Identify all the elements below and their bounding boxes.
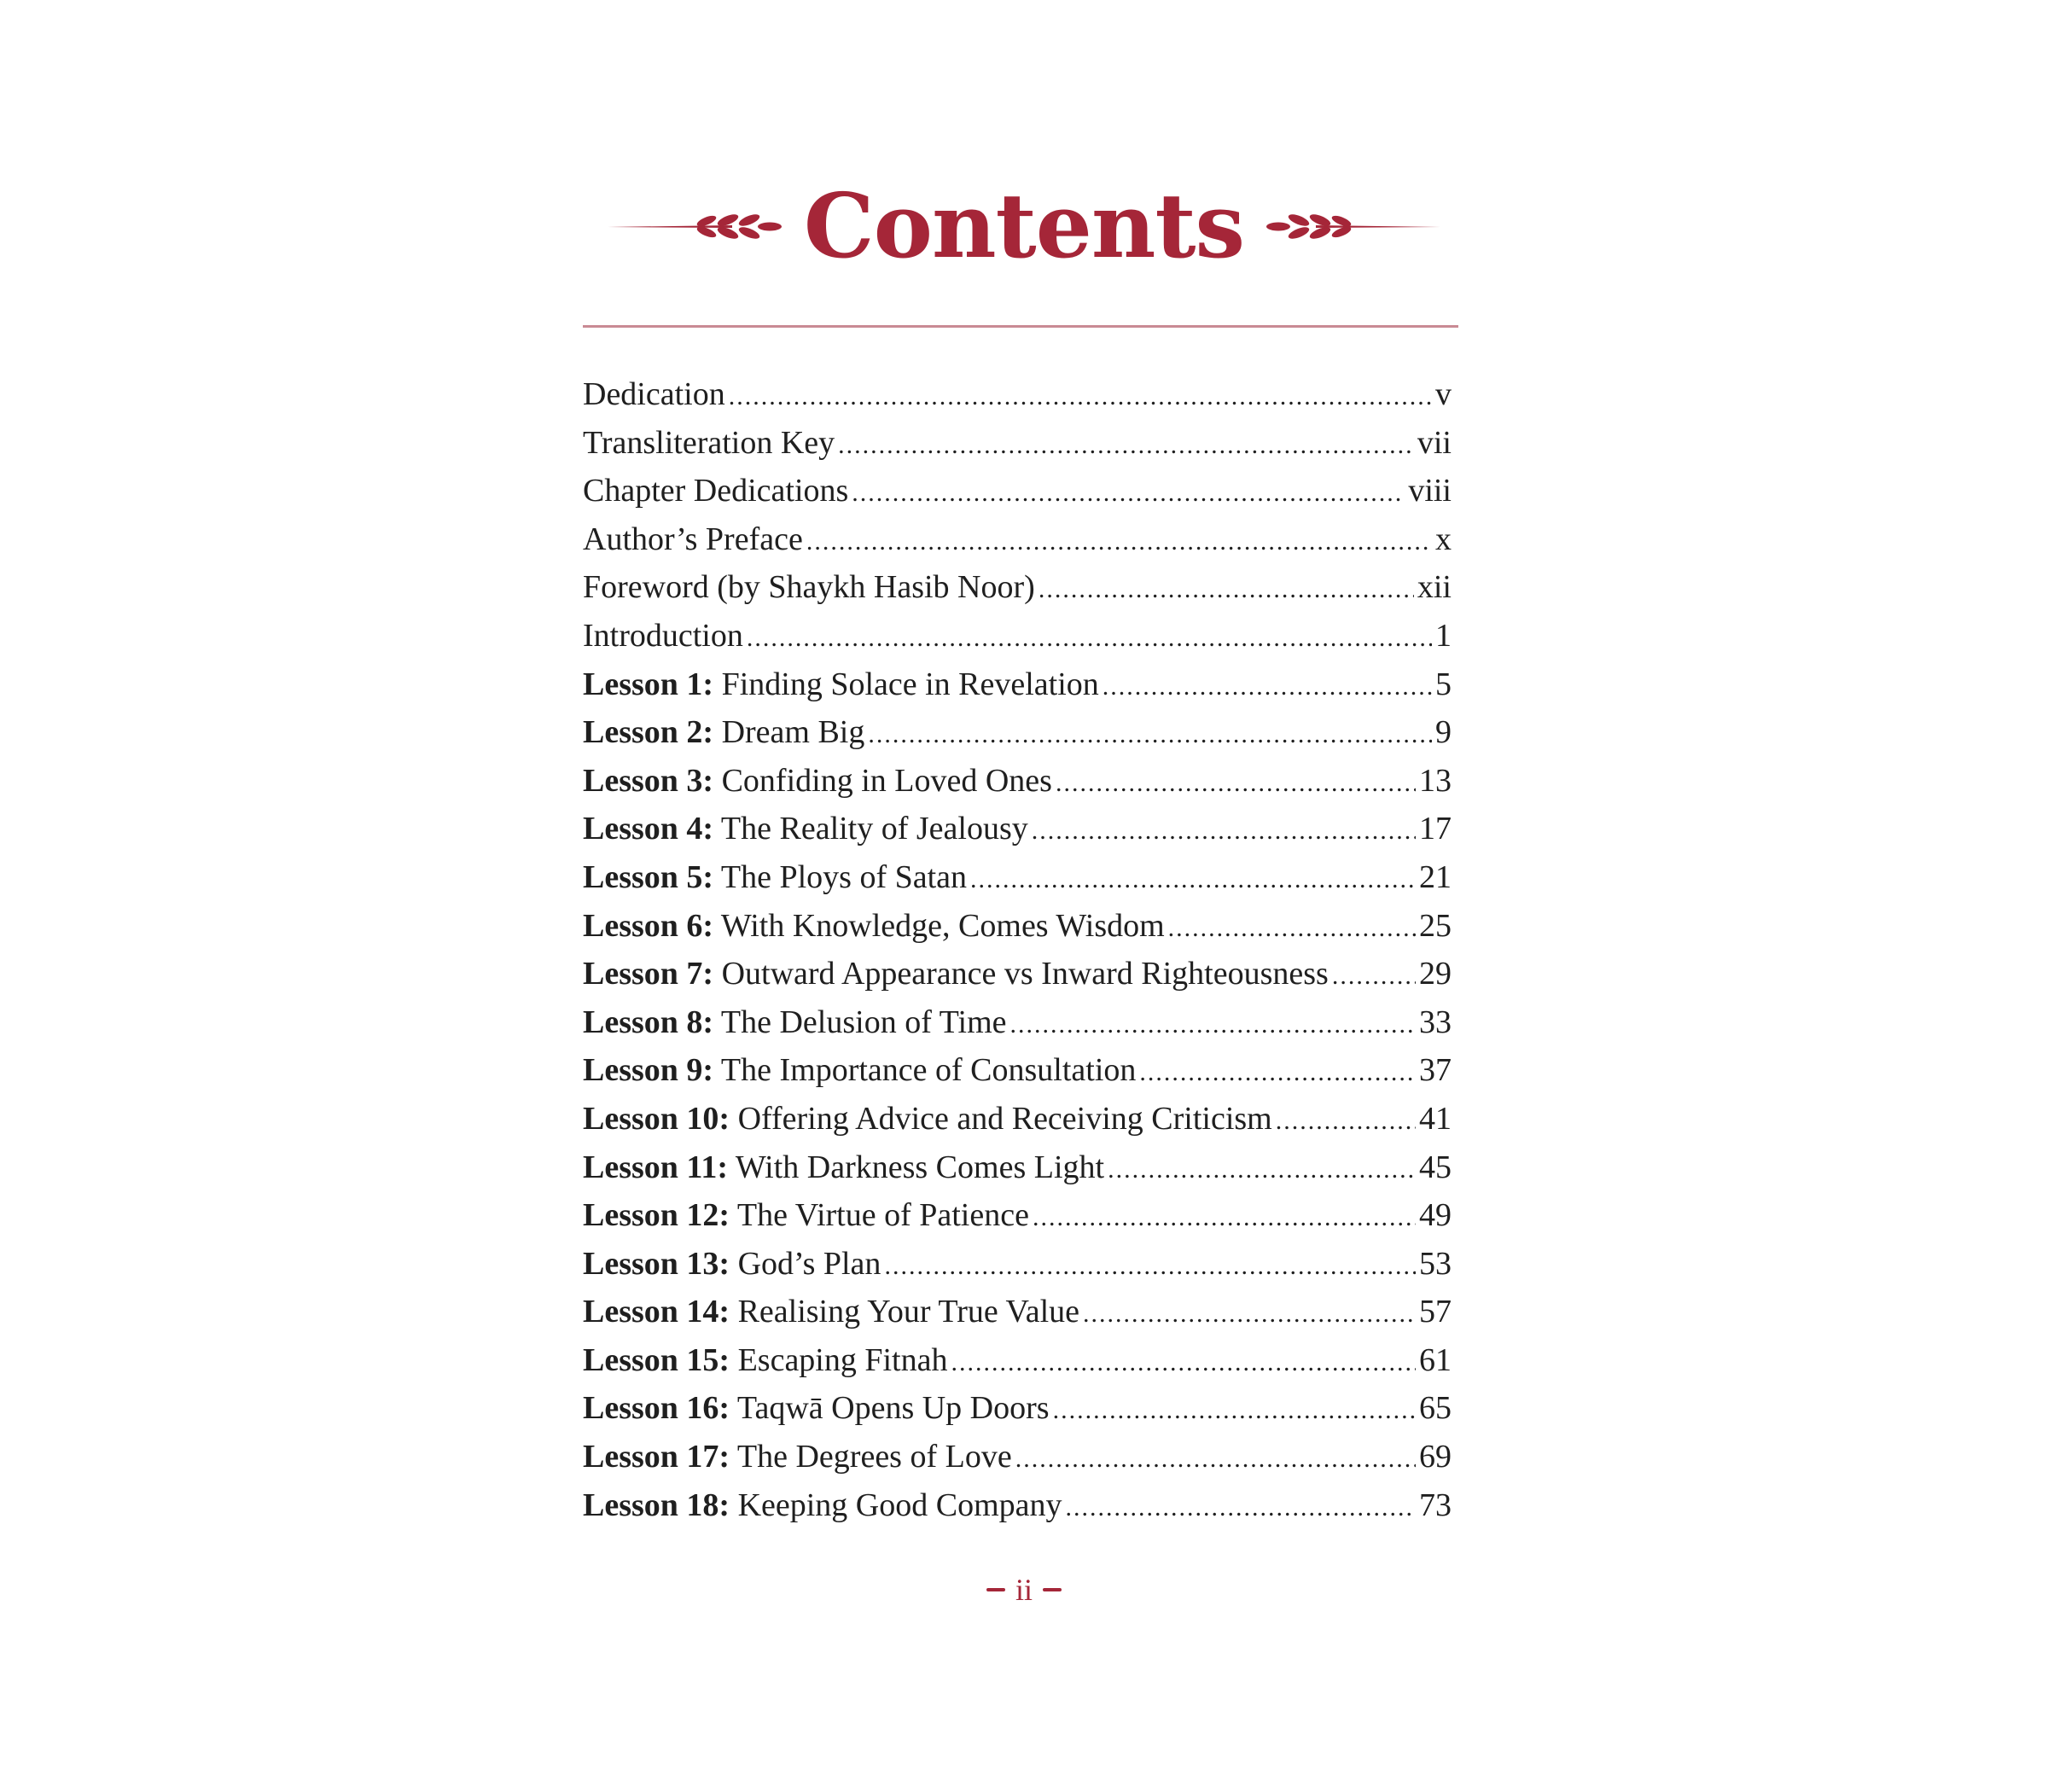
toc-entry-label	[583, 419, 835, 468]
toc-entry-title: Foreword (by Shaykh Hasib Noor)	[583, 569, 1035, 606]
toc-entry-label	[583, 1191, 1029, 1240]
dot-leader	[1053, 1387, 1416, 1435]
toc-entry-label	[583, 708, 864, 757]
toc-entry[interactable]	[583, 1384, 1452, 1433]
toc-entry-label	[583, 515, 803, 564]
toc-entry[interactable]	[583, 515, 1452, 564]
toc-entry-title: Confiding in Loved Ones	[721, 762, 1052, 799]
heading-divider	[583, 325, 1458, 328]
toc-lesson-number: Lesson 16:	[583, 1390, 730, 1427]
toc-entry[interactable]	[583, 1240, 1452, 1289]
toc-entry[interactable]	[583, 1046, 1452, 1095]
dot-leader	[1056, 759, 1416, 808]
toc-lesson-number: Lesson 1:	[583, 666, 714, 702]
toc-entry[interactable]	[583, 1095, 1452, 1143]
dot-leader	[747, 614, 1432, 663]
dot-leader	[1103, 663, 1432, 712]
wheat-sprig-icon	[1265, 209, 1444, 243]
toc-page-number: vii	[1417, 424, 1452, 461]
toc-entry[interactable]	[583, 805, 1452, 853]
toc-entry-title: The Reality of Jealousy	[720, 811, 1028, 847]
toc-entry-label	[583, 467, 848, 515]
toc-entry[interactable]	[583, 902, 1452, 951]
toc-entry-title: Chapter Dedications	[583, 473, 849, 509]
toc-entry-label	[583, 370, 725, 419]
toc-entry[interactable]	[583, 950, 1452, 998]
toc-page-number: 13	[1419, 762, 1452, 799]
toc-entry-label	[583, 998, 1007, 1047]
toc-entry-label	[583, 1336, 947, 1385]
toc-page-number: 25	[1419, 907, 1452, 944]
toc-entry-title: Escaping Fitnah	[737, 1341, 948, 1378]
dot-leader	[806, 518, 1432, 567]
dot-leader	[1168, 905, 1416, 953]
toc-entry[interactable]	[583, 757, 1452, 806]
toc-page-number: 73	[1419, 1487, 1452, 1523]
table-of-contents	[583, 370, 1452, 1529]
toc-entry-label	[583, 950, 1329, 998]
toc-entry-label	[583, 1433, 1012, 1481]
toc-page-number: v	[1435, 376, 1452, 412]
toc-page-number: 49	[1419, 1197, 1452, 1234]
toc-page-number: 61	[1419, 1341, 1452, 1378]
toc-entry-title: God’s Plan	[737, 1245, 881, 1282]
toc-entry-label	[583, 757, 1052, 806]
toc-entry[interactable]	[583, 1191, 1452, 1240]
folio-dash-left	[986, 1588, 1005, 1591]
toc-lesson-number: Lesson 14:	[583, 1294, 730, 1330]
toc-entry-title: The Virtue of Patience	[736, 1197, 1029, 1234]
dot-leader	[838, 422, 1414, 470]
toc-entry-title: With Knowledge, Comes Wisdom	[720, 907, 1165, 944]
dot-leader	[1108, 1146, 1416, 1195]
toc-entry-label	[583, 1143, 1104, 1192]
toc-entry-label	[583, 805, 1028, 853]
toc-entry[interactable]	[583, 563, 1452, 612]
toc-entry-label	[583, 1046, 1136, 1095]
toc-entry[interactable]	[583, 612, 1452, 660]
toc-entry-label	[583, 563, 1035, 612]
toc-page-number: 5	[1435, 666, 1452, 702]
toc-lesson-number: Lesson 3:	[583, 762, 714, 799]
page-title: Contents	[803, 173, 1245, 278]
toc-entry[interactable]	[583, 1433, 1452, 1481]
toc-entry[interactable]	[583, 853, 1452, 902]
toc-lesson-number: Lesson 17:	[583, 1439, 730, 1475]
dot-leader	[868, 711, 1432, 759]
toc-lesson-number: Lesson 18:	[583, 1487, 730, 1523]
toc-entry-label	[583, 1095, 1272, 1143]
dot-leader	[951, 1339, 1416, 1388]
toc-lesson-number: Lesson 2:	[583, 714, 714, 751]
toc-entry[interactable]	[583, 708, 1452, 757]
toc-page-number: 29	[1419, 956, 1452, 992]
toc-entry-label	[583, 612, 743, 660]
dot-leader	[1332, 952, 1416, 1001]
dot-leader	[884, 1242, 1416, 1291]
toc-page-number: xii	[1417, 569, 1452, 606]
toc-entry-title: The Importance of Consultation	[720, 1052, 1137, 1089]
toc-entry-label	[583, 853, 967, 902]
toc-entry-title: With Darkness Comes Light	[735, 1149, 1105, 1185]
toc-lesson-number: Lesson 6:	[583, 907, 714, 944]
toc-page-number: 33	[1419, 1004, 1452, 1040]
toc-entry[interactable]	[583, 419, 1452, 468]
toc-entry-title: Dedication	[583, 376, 725, 412]
dot-leader	[1066, 1484, 1416, 1533]
toc-entry-label	[583, 902, 1165, 951]
dot-leader	[1139, 1049, 1416, 1097]
dot-leader	[1276, 1097, 1416, 1146]
toc-entry[interactable]	[583, 1336, 1452, 1385]
toc-lesson-number: Lesson 9:	[583, 1052, 714, 1089]
toc-entry-label	[583, 1481, 1062, 1530]
dot-leader	[729, 373, 1432, 422]
toc-page-number: 53	[1419, 1245, 1452, 1282]
toc-lesson-number: Lesson 4:	[583, 811, 714, 847]
toc-entry[interactable]	[583, 1143, 1452, 1192]
toc-page-number: 17	[1419, 811, 1452, 847]
toc-page-number: 57	[1419, 1294, 1452, 1330]
toc-entry-title: Introduction	[583, 617, 743, 654]
toc-page-number: 45	[1419, 1149, 1452, 1185]
toc-page-number: 1	[1435, 617, 1452, 654]
dot-leader	[1039, 566, 1414, 614]
toc-lesson-number: Lesson 13:	[583, 1245, 730, 1282]
page-number-text: ii	[1015, 1573, 1033, 1607]
toc-entry-label	[583, 1384, 1050, 1433]
toc-entry-title: Author’s Preface	[583, 521, 803, 557]
toc-entry-title: Keeping Good Company	[737, 1487, 1062, 1523]
toc-page-number: 37	[1419, 1052, 1452, 1089]
toc-entry[interactable]	[583, 660, 1452, 709]
dot-leader	[1015, 1435, 1416, 1484]
toc-entry-title: The Ploys of Satan	[720, 858, 968, 895]
toc-entry-label	[583, 660, 1099, 709]
toc-page-number: 21	[1419, 858, 1452, 895]
toc-entry-title: Offering Advice and Receiving Criticism	[737, 1100, 1272, 1137]
toc-entry[interactable]	[583, 1288, 1452, 1336]
toc-lesson-number: Lesson 12:	[583, 1197, 730, 1234]
toc-entry-title: The Degrees of Love	[736, 1439, 1012, 1475]
toc-lesson-number: Lesson 8:	[583, 1004, 714, 1040]
toc-page-number: 41	[1419, 1100, 1452, 1137]
toc-entry[interactable]	[583, 370, 1452, 419]
toc-page-number: viii	[1408, 473, 1452, 509]
dot-leader	[1010, 1001, 1416, 1050]
toc-entry-title: Realising Your True Value	[737, 1294, 1080, 1330]
toc-lesson-number: Lesson 7:	[583, 956, 714, 992]
toc-lesson-number: Lesson 10:	[583, 1100, 730, 1137]
toc-entry-title: Transliteration Key	[583, 424, 835, 461]
toc-entry-title: Taqwā Opens Up Doors	[736, 1390, 1050, 1427]
toc-entry[interactable]	[583, 467, 1452, 515]
toc-lesson-number: Lesson 15:	[583, 1341, 730, 1378]
toc-entry-label	[583, 1288, 1079, 1336]
toc-entry-label	[583, 1240, 881, 1289]
toc-entry-title: Outward Appearance vs Inward Righteousness	[721, 956, 1329, 992]
dot-leader	[1083, 1290, 1416, 1339]
toc-lesson-number: Lesson 11:	[583, 1149, 728, 1185]
dot-leader	[1032, 807, 1416, 856]
dot-leader	[1033, 1194, 1416, 1242]
toc-entry-title: The Delusion of Time	[720, 1004, 1007, 1040]
toc-lesson-number: Lesson 5:	[583, 858, 714, 895]
toc-page-number: 65	[1419, 1390, 1452, 1427]
wheat-sprig-icon	[604, 209, 783, 243]
contents-heading	[580, 162, 1468, 290]
page-number	[896, 1568, 1152, 1611]
toc-page-number: x	[1435, 521, 1452, 557]
toc-entry-title: Dream Big	[721, 714, 865, 751]
folio-dash-right	[1043, 1588, 1062, 1591]
toc-page-number: 69	[1419, 1439, 1452, 1475]
toc-page-number: 9	[1435, 714, 1452, 751]
toc-entry[interactable]	[583, 998, 1452, 1047]
toc-entry-title: Finding Solace in Revelation	[721, 666, 1099, 702]
toc-entry[interactable]	[583, 1481, 1452, 1530]
dot-leader	[970, 856, 1416, 905]
dot-leader	[852, 469, 1405, 518]
